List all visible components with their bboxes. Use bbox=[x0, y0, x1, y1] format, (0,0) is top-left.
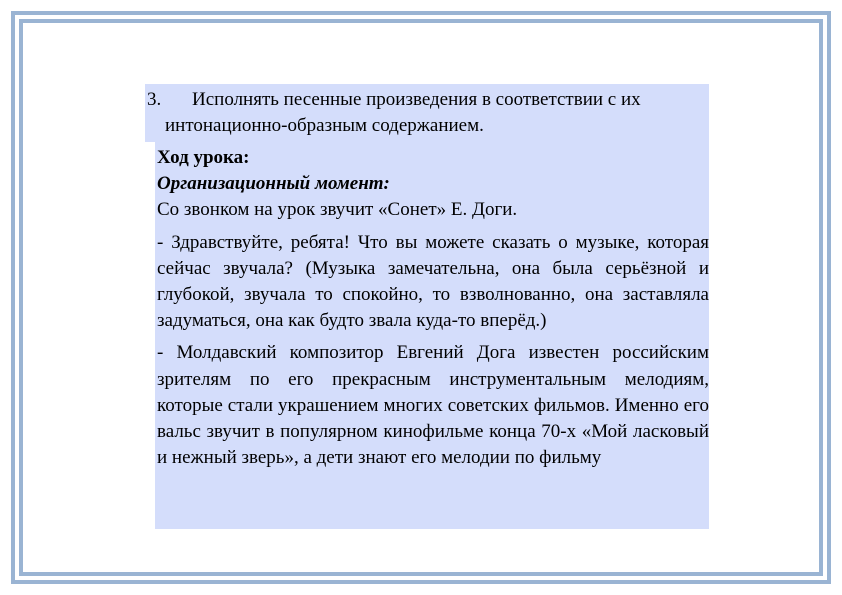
list-item-text-line1: Исполнять песенные произведения в соответствии с их bbox=[192, 89, 641, 110]
lesson-subheading: Организационный момент: bbox=[157, 173, 390, 195]
paragraph-composer: - Молдавский композитор Евгений Дога известен российским зрителям по его прекрасным инструментальным мелодиям, которые стали украшением многих советских фильмов. Именно его вальс звучит в популярном кинофильме конца 70-х «Мой ласковый и нежный зверь», а дети знают его мелодии по фильму bbox=[157, 342, 709, 469]
list-number: 3. bbox=[147, 89, 162, 110]
list-item-text-line2: интонационно-образным содержанием. bbox=[165, 115, 484, 136]
lesson-heading: Ход урока: bbox=[157, 147, 250, 168]
lesson-text-block bbox=[155, 142, 709, 529]
paragraph-greeting: - Здравствуйте, ребята! Что вы можете сказать о музыке, которая сейчас звучала? (Музыка замечательна, она была серьёзной и глубокой, звучала то спокойно, то взволнованно, она заставляла задуматься, она как будто звала куда-то вперёд.) bbox=[157, 231, 709, 332]
numbered-list-item bbox=[145, 84, 709, 142]
paragraph-intro: Со звонком на урок звучит «Сонет» Е. Доги. bbox=[157, 199, 518, 221]
